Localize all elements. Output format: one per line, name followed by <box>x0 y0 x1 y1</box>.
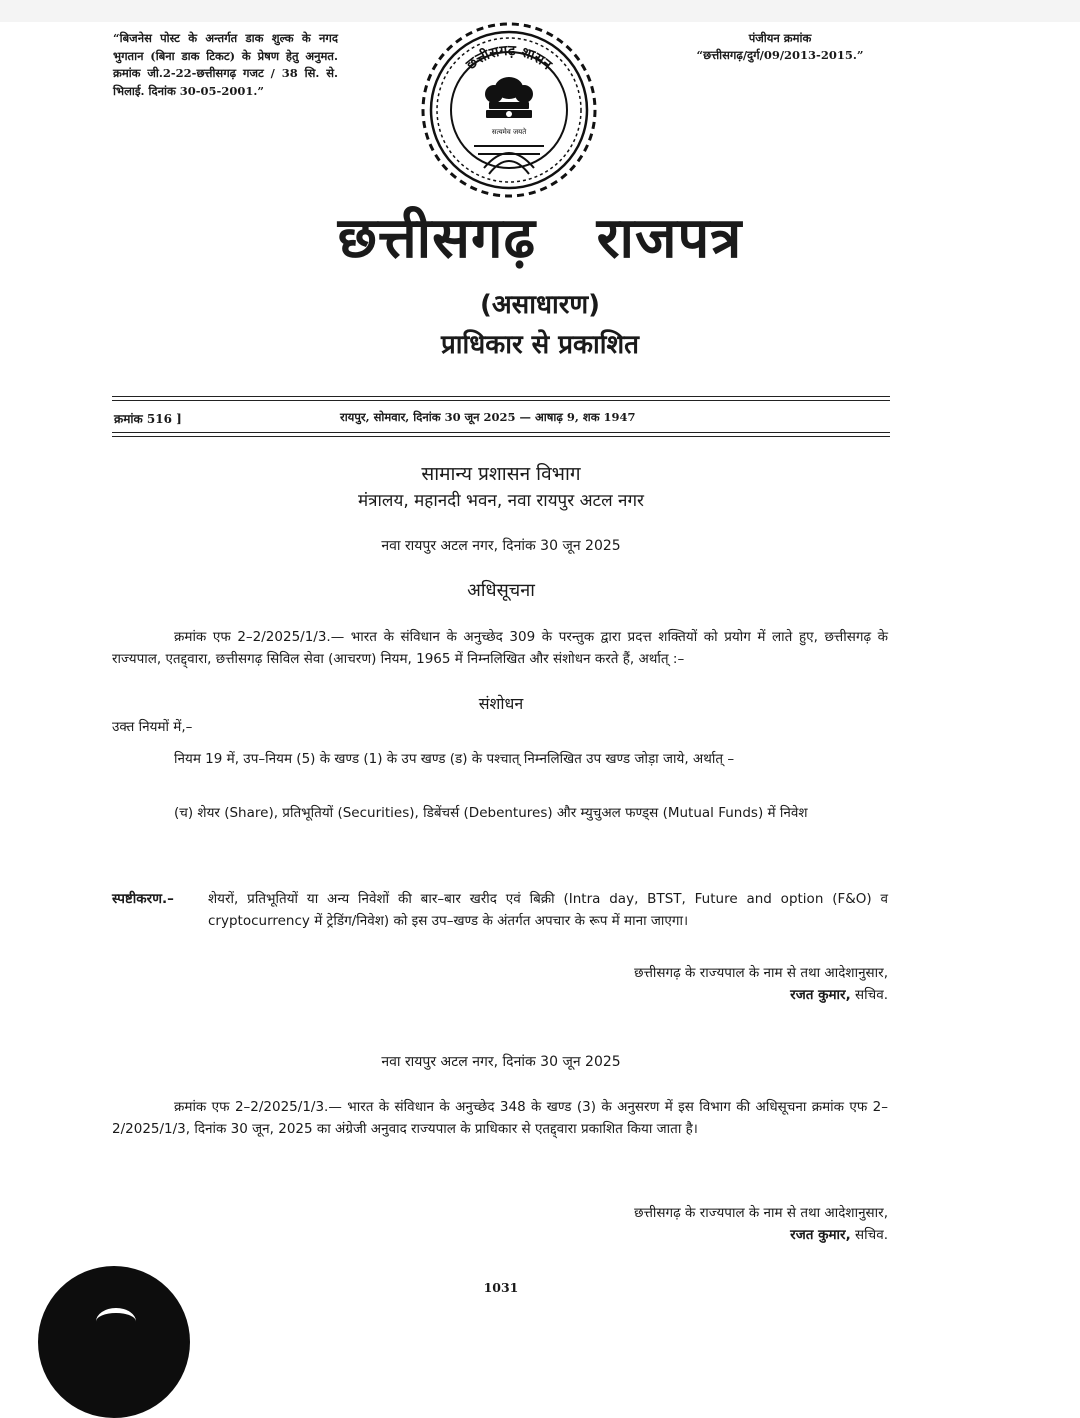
issue-number: क्रमांक 516 ] <box>114 412 182 426</box>
notice2-signatory: रजत कुमार, <box>790 1227 851 1243</box>
svg-text:सत्यमेव जयते: सत्यमेव जयते <box>491 128 527 136</box>
notice1-signatory: रजत कुमार, <box>790 987 851 1003</box>
explanation-text: शेयरों, प्रतिभूतियों या अन्य निवेशों की बार–बार खरीद एवं बिक्री (Intra day, BTST, Future and option (F&O) व cryptocurrency में ट्रेडिंग/निवेश) को इस उप–खण्ड के अंतर्गत अपचार के रूप में माना जाएगा। <box>208 891 888 929</box>
state-emblem-seal-icon <box>414 18 604 198</box>
notice2-designation: सचिव. <box>855 1227 888 1243</box>
notice1-sign-line: छत्तीसगढ़ के राज्यपाल के नाम से तथा आदेशानुसार, <box>634 965 888 981</box>
registration-label: पंजीयन क्रमांक <box>748 31 812 45</box>
issue-dateline: रायपुर, सोमवार, दिनांक 30 जून 2025 — आषाढ़ 9, शक 1947 <box>340 410 636 424</box>
registration-number: “छत्तीसगढ़/दुर्ग/09/2013-2015.” <box>696 48 864 62</box>
registration-block <box>665 30 895 64</box>
notice1-place-date: नवा रायपुर अटल नगर, दिनांक 30 जून 2025 <box>381 538 621 554</box>
page-number: 1031 <box>483 1280 519 1295</box>
explanation-label: स्पष्टीकरण.– <box>112 891 174 907</box>
svg-text:छत्तीसगढ़ शासन: छत्तीसगढ़ शासन <box>463 42 555 74</box>
notice2-sign-line: छत्तीसगढ़ के राज्यपाल के नाम से तथा आदेशानुसार, <box>634 1205 888 1221</box>
department-address: मंत्रालय, महानदी भवन, नवा रायपुर अटल नगर <box>357 491 645 511</box>
notice1-intro: क्रमांक एफ 2–2/2025/1/3.— भारत के संविधान के अनुच्छेद 309 के परन्तुक द्वारा प्रदत्त शक्तियों को प्रयोग में लाते हुए, छत्तीसगढ़ के राज्यपाल, एतद्द्वारा, छत्तीसगढ़ सिविल सेवा (आचरण) नियम, 1965 में निम्नलिखित और संशोधन करते हैं, अर्थात् :– <box>112 629 888 667</box>
bottom-rule <box>112 432 890 433</box>
notification-heading: अधिसूचना <box>467 580 535 601</box>
postal-note: “बिजनेस पोस्ट के अन्तर्गत डाक शुल्क के नगद भुगतान (बिना डाक टिकट) के प्रेषण हेतु अनुमत. क्रमांक जी.2-22-छत्तीसगढ़ गजट / 38 सि. से. भिलाई. दिनांक 30-05-2001.” <box>113 31 338 98</box>
explanation <box>112 888 888 932</box>
notice2-text: क्रमांक एफ 2–2/2025/1/3.— भारत के संविधान के अनुच्छेद 348 के खण्ड (3) के अनुसरण में इस विभाग की अधिसूचना क्रमांक एफ 2–2/2025/1/3, दिनांक 30 जून, 2025 का अंग्रेजी अनुवाद राज्यपाल के प्राधिकार से एतद्द्वारा प्रकाशित किया जाता है। <box>112 1099 888 1137</box>
notice1-signature <box>634 962 888 1006</box>
bottom-rule-thin <box>112 436 890 437</box>
floating-action-button[interactable] <box>38 1266 190 1418</box>
amendment-heading: संशोधन <box>478 694 524 713</box>
gazette-title: छत्तीसगढ़ राजपत्र <box>337 206 743 271</box>
notice2-place-date: नवा रायपुर अटल नगर, दिनांक 30 जून 2025 <box>381 1054 621 1070</box>
authority-line: प्राधिकार से प्रकाशित <box>441 330 639 360</box>
rules-line: उक्त नियमों में,– <box>112 719 193 735</box>
notice1-designation: सचिव. <box>855 987 888 1003</box>
fab-arc-icon <box>96 1308 136 1335</box>
top-rule-thin <box>112 400 890 401</box>
notice2-signature <box>634 1202 888 1246</box>
edition-label: (असाधारण) <box>479 290 601 320</box>
rule-text: नियम 19 में, उप–नियम (5) के खण्ड (1) के उप खण्ड (ड) के पश्चात् निम्नलिखित उप खण्ड जोड़ा जाये, अर्थात् – <box>174 751 735 767</box>
department-name: सामान्य प्रशासन विभाग <box>421 463 581 485</box>
top-rule <box>112 396 890 397</box>
clause-text: (च) शेयर (Share), प्रतिभूतियों (Securities), डिबेंचर्स (Debentures) और म्युचुअल फण्ड्स (Mutual Funds) में निवेश <box>174 805 808 821</box>
